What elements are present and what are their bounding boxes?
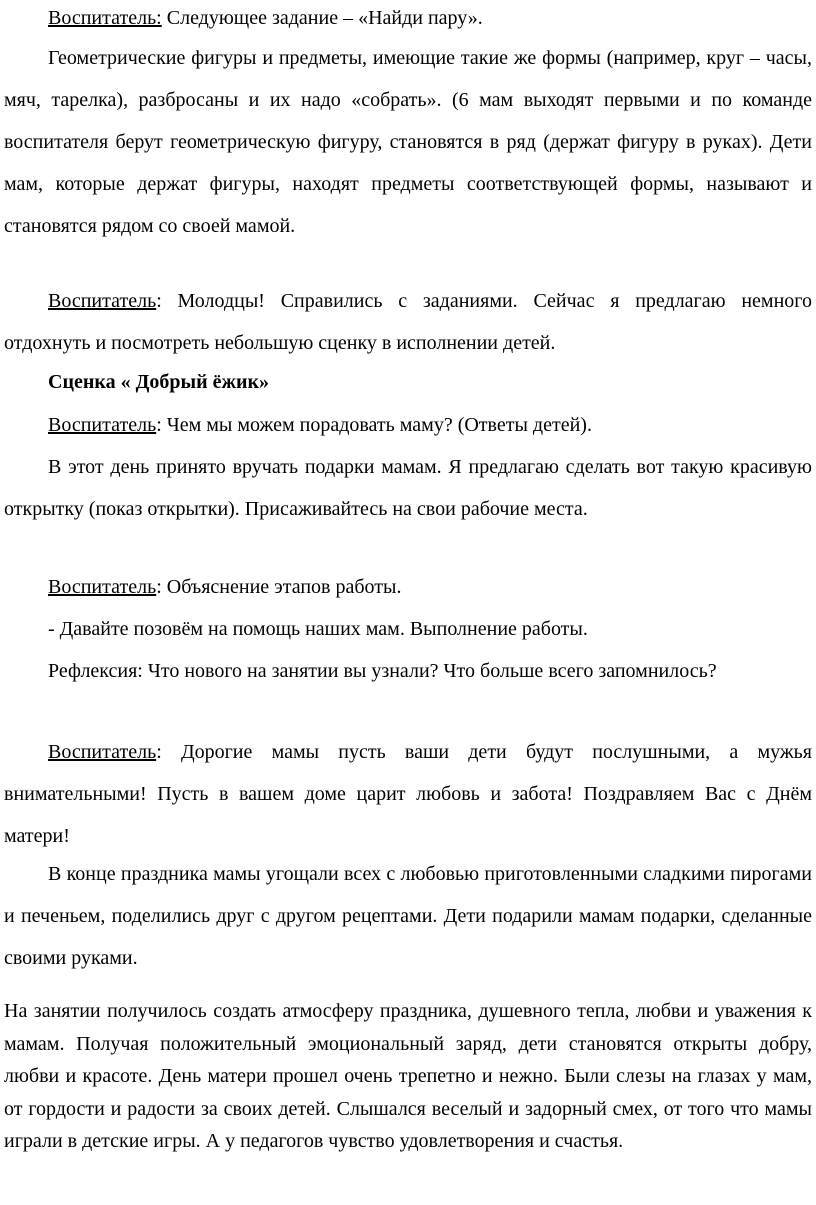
speaker-label: Воспитатель: <box>48 7 162 29</box>
paragraph-text: : Объяснение этапов работы. <box>156 576 402 598</box>
paragraph-next-task <box>4 0 812 39</box>
paragraph-text: Следующее задание – «Найди пару». <box>161 7 483 29</box>
paragraph-text: : Дорогие мамы пусть ваши дети будут послушными, а мужья внимательными! Пусть в вашем доме царит любовь и забота! Поздравляем Вас с Днём матери! <box>4 741 812 847</box>
speaker-label: Воспитатель <box>48 414 157 436</box>
paragraph-reflection <box>4 650 812 692</box>
paragraph-text: : Чем мы можем порадовать маму? (Ответы детей). <box>156 414 592 436</box>
paragraph-find-pair-rules <box>4 37 812 247</box>
speaker-label: Воспитатель <box>48 290 157 312</box>
speaker-label: Воспитатель <box>48 741 157 763</box>
paragraph-dear-moms <box>4 731 812 857</box>
paragraph-postcard <box>4 446 812 530</box>
paragraph-well-done <box>4 280 812 364</box>
paragraph-text: В конце праздника мамы угощали всех с любовью приготовленными сладкими пирогами и печеньем, поделились друг с другом рецептами. Дети подарили мамам подарки, сделанные своими руками. <box>4 863 812 969</box>
scene-heading: Сценка « Добрый ёжик» <box>48 371 270 393</box>
paragraph-text: На занятии получилось создать атмосферу праздника, душевного тепла, любви и уважения к мамам. Получая положительный эмоциональный заряд, дети становятся открыты добру, любви и красоте. День матери прошел очень трепетно и нежно. Были слезы на глазах у мам, от гордости и радости за своих детей. Слышался веселый и задорный смех, от того что мамы играли в детские игры. А у педагогов чувство удовлетворения и счастья. <box>4 1000 812 1152</box>
paragraph-work-steps <box>4 566 812 608</box>
paragraph-how-to-please-mom <box>4 404 812 446</box>
paragraph-text: Рефлексия: Что нового на занятии вы узнали? Что больше всего запомнилось? <box>48 660 717 682</box>
paragraph-text: - Давайте позовём на помощь наших мам. Выполнение работы. <box>48 618 588 640</box>
paragraph-text: В этот день принято вручать подарки мамам. Я предлагаю сделать вот такую красивую открытку (показ открытки). Присаживайтесь на свои рабочие места. <box>4 456 812 520</box>
paragraph-end-of-holiday <box>4 853 812 979</box>
speaker-label: Воспитатель <box>48 576 157 598</box>
paragraph-text: Геометрические фигуры и предметы, имеющие такие же формы (например, круг – часы, мяч, тарелка), разбросаны и их надо «собрать». (6 мам выходят первыми и по команде воспитателя берут геометрическую фигуру, становятся в ряд (держат фигуру в руках). Дети мам, которые держат фигуры, находят предметы соответствующей формы, называют и становятся рядом со своей мамой. <box>4 47 812 237</box>
paragraph-text: : Молодцы! Справились с заданиями. Сейчас я предлагаю немного отдохнуть и посмотреть небольшую сценку в исполнении детей. <box>4 290 812 354</box>
paragraph-summary <box>4 995 812 1158</box>
paragraph-call-moms <box>4 608 812 650</box>
